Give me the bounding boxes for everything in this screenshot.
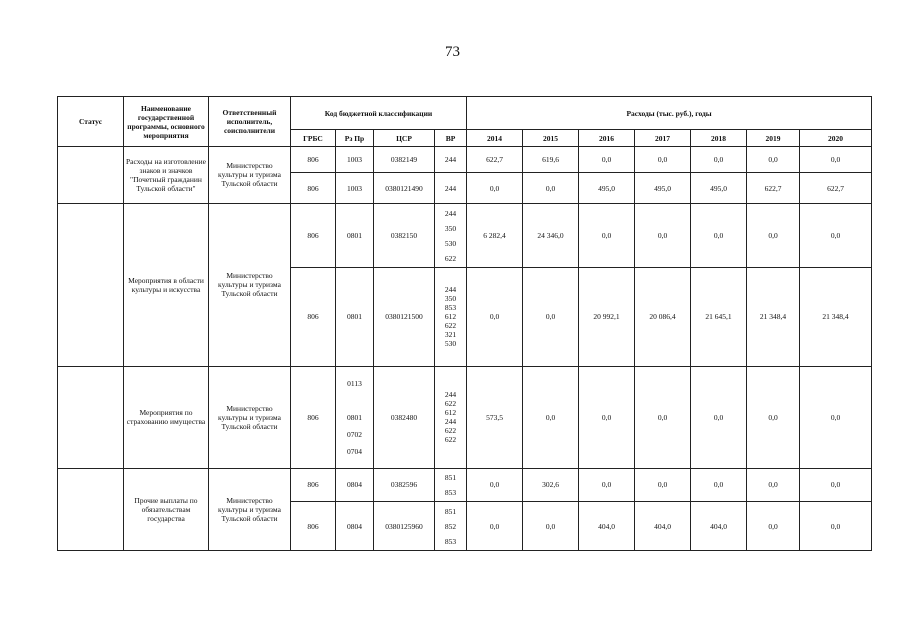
page-number: 73 bbox=[445, 44, 460, 60]
expense-value: 0,0 bbox=[467, 173, 523, 204]
rzpr-cell bbox=[336, 502, 374, 551]
header-csr: ЦСР bbox=[374, 130, 435, 147]
rzpr-cell-item: 1003 bbox=[347, 183, 362, 193]
program-name-cell: Мероприятия по страхованию имущества bbox=[124, 366, 209, 468]
header-status: Статус bbox=[58, 97, 124, 147]
rzpr-cell-item: 0801 bbox=[347, 312, 362, 322]
expense-value: 0,0 bbox=[467, 268, 523, 367]
rzpr-cell-item: 0801 bbox=[347, 231, 362, 241]
header-year: 2014 bbox=[467, 130, 523, 147]
csr-cell: 0382150 bbox=[374, 203, 435, 267]
header-year: 2016 bbox=[579, 130, 635, 147]
expense-value: 0,0 bbox=[523, 366, 579, 468]
vr-cell-item: 622 bbox=[444, 253, 457, 263]
expense-value: 0,0 bbox=[635, 147, 691, 173]
rzpr-cell-item: 1003 bbox=[347, 155, 362, 165]
vr-cell-item: 244 bbox=[444, 285, 457, 295]
csr-cell: 0380125960 bbox=[374, 502, 435, 551]
header-year: 2020 bbox=[800, 130, 872, 147]
program-name-cell: Расходы на изготовление знаков и значков "Почетный гражданин Тульской области" bbox=[124, 147, 209, 204]
vr-cell-item: 851 bbox=[444, 472, 457, 482]
vr-cell-item: 350 bbox=[444, 223, 457, 233]
expense-value: 24 346,0 bbox=[523, 203, 579, 267]
table-row bbox=[58, 468, 872, 502]
expense-value: 619,6 bbox=[523, 147, 579, 173]
vr-cell-item: 244 bbox=[444, 417, 457, 427]
budget-table bbox=[57, 96, 872, 551]
rzpr-cell-item: 0113 bbox=[347, 378, 362, 388]
expense-value: 0,0 bbox=[523, 173, 579, 204]
grbs-cell: 806 bbox=[291, 366, 336, 468]
header-year: 2018 bbox=[691, 130, 747, 147]
grbs-cell: 806 bbox=[291, 468, 336, 502]
expense-value: 0,0 bbox=[747, 468, 800, 502]
status-cell bbox=[58, 366, 124, 468]
expense-value: 0,0 bbox=[579, 147, 635, 173]
expense-value: 0,0 bbox=[800, 203, 872, 267]
grbs-cell: 806 bbox=[291, 203, 336, 267]
expense-value: 0,0 bbox=[467, 502, 523, 551]
expense-value: 573,5 bbox=[467, 366, 523, 468]
vr-cell-item: 350 bbox=[444, 294, 457, 304]
vr-cell-item: 851 bbox=[444, 506, 457, 516]
expense-value: 21 348,4 bbox=[800, 268, 872, 367]
expense-value: 0,0 bbox=[747, 502, 800, 551]
csr-cell: 0380121490 bbox=[374, 173, 435, 204]
header-vr: ВР bbox=[435, 130, 467, 147]
rzpr-cell bbox=[336, 147, 374, 173]
csr-cell: 0382149 bbox=[374, 147, 435, 173]
expense-value: 495,0 bbox=[579, 173, 635, 204]
expense-value: 0,0 bbox=[800, 147, 872, 173]
expense-value: 0,0 bbox=[691, 366, 747, 468]
expense-value: 0,0 bbox=[800, 502, 872, 551]
grbs-cell: 806 bbox=[291, 268, 336, 367]
expense-value: 21 348,4 bbox=[747, 268, 800, 367]
vr-cell bbox=[435, 366, 467, 468]
expense-value: 20 992,1 bbox=[579, 268, 635, 367]
expense-value: 0,0 bbox=[579, 366, 635, 468]
vr-cell-item: 321 bbox=[444, 330, 457, 340]
header-rzpr: Рз Пр bbox=[336, 130, 374, 147]
expense-value: 0,0 bbox=[635, 203, 691, 267]
expense-value: 21 645,1 bbox=[691, 268, 747, 367]
vr-cell bbox=[435, 468, 467, 502]
csr-cell: 0382596 bbox=[374, 468, 435, 502]
rzpr-cell-item: 0702 bbox=[347, 429, 362, 439]
expense-value: 0,0 bbox=[691, 203, 747, 267]
csr-cell: 0382480 bbox=[374, 366, 435, 468]
vr-cell-item: 612 bbox=[444, 408, 457, 418]
vr-cell bbox=[435, 502, 467, 551]
rzpr-cell bbox=[336, 173, 374, 204]
vr-cell bbox=[435, 173, 467, 204]
expense-value: 404,0 bbox=[579, 502, 635, 551]
vr-cell-item: 244 bbox=[444, 390, 457, 400]
expense-value: 0,0 bbox=[747, 366, 800, 468]
expense-value: 0,0 bbox=[747, 147, 800, 173]
expense-value: 622,7 bbox=[747, 173, 800, 204]
vr-cell bbox=[435, 268, 467, 367]
expense-value: 6 282,4 bbox=[467, 203, 523, 267]
table-row bbox=[58, 366, 872, 468]
header-executor: Ответственный исполнитель, соисполнители bbox=[209, 97, 291, 147]
expense-value: 0,0 bbox=[579, 468, 635, 502]
expense-value: 0,0 bbox=[523, 268, 579, 367]
rzpr-cell-item bbox=[338, 392, 371, 409]
executor-cell: Министерство культуры и туризма Тульской области bbox=[209, 147, 291, 204]
grbs-cell: 806 bbox=[291, 173, 336, 204]
header-program-name: Наименование государственной программы, основного мероприятия bbox=[124, 97, 209, 147]
vr-cell-item: 622 bbox=[444, 399, 457, 409]
expense-value: 0,0 bbox=[635, 366, 691, 468]
vr-cell-item: 244 bbox=[444, 155, 457, 165]
program-name-cell: Мероприятия в области культуры и искусства bbox=[124, 203, 209, 366]
expense-value: 0,0 bbox=[579, 203, 635, 267]
rzpr-cell-item: 0704 bbox=[347, 446, 362, 456]
header-year: 2019 bbox=[747, 130, 800, 147]
expense-value: 0,0 bbox=[467, 468, 523, 502]
expense-value: 0,0 bbox=[747, 203, 800, 267]
expense-value: 404,0 bbox=[691, 502, 747, 551]
expense-value: 0,0 bbox=[691, 468, 747, 502]
expense-value: 495,0 bbox=[635, 173, 691, 204]
table-body bbox=[58, 147, 872, 551]
rzpr-cell-item: 0804 bbox=[347, 480, 362, 490]
expense-value: 0,0 bbox=[691, 147, 747, 173]
vr-cell-item: 244 bbox=[444, 208, 457, 218]
vr-cell-item: 853 bbox=[444, 303, 457, 313]
rzpr-cell bbox=[336, 203, 374, 267]
executor-cell: Министерство культуры и туризма Тульской области bbox=[209, 203, 291, 366]
table-row bbox=[58, 147, 872, 173]
vr-cell-item: 530 bbox=[444, 339, 457, 349]
grbs-cell: 806 bbox=[291, 147, 336, 173]
expense-value: 0,0 bbox=[800, 366, 872, 468]
expense-value: 622,7 bbox=[467, 147, 523, 173]
header-year: 2015 bbox=[523, 130, 579, 147]
vr-cell-item: 622 bbox=[444, 321, 457, 331]
status-cell bbox=[58, 203, 124, 366]
vr-cell-item: 622 bbox=[444, 435, 457, 445]
header-expenses: Расходы (тыс. руб.), годы bbox=[467, 97, 872, 130]
vr-cell-item: 853 bbox=[444, 487, 457, 497]
header-year: 2017 bbox=[635, 130, 691, 147]
program-name-cell: Прочие выплаты по обязательствам государства bbox=[124, 468, 209, 550]
expense-value: 0,0 bbox=[523, 502, 579, 551]
vr-cell-item: 612 bbox=[444, 312, 457, 322]
vr-cell-item: 622 bbox=[444, 426, 457, 436]
rzpr-cell bbox=[336, 366, 374, 468]
header-budget-code: Код бюджетной классификации bbox=[291, 97, 467, 130]
table-row bbox=[58, 203, 872, 267]
expense-value: 622,7 bbox=[800, 173, 872, 204]
expense-value: 20 086,4 bbox=[635, 268, 691, 367]
expense-value: 0,0 bbox=[800, 468, 872, 502]
expense-value: 404,0 bbox=[635, 502, 691, 551]
rzpr-cell bbox=[336, 268, 374, 367]
vr-cell-item: 244 bbox=[444, 183, 457, 193]
header-grbs: ГРБС bbox=[291, 130, 336, 147]
grbs-cell: 806 bbox=[291, 502, 336, 551]
vr-cell-item: 852 bbox=[444, 521, 457, 531]
expense-value: 0,0 bbox=[635, 468, 691, 502]
status-cell bbox=[58, 147, 124, 204]
status-cell bbox=[58, 468, 124, 550]
vr-cell bbox=[435, 203, 467, 267]
csr-cell: 0380121500 bbox=[374, 268, 435, 367]
rzpr-cell bbox=[336, 468, 374, 502]
expense-value: 302,6 bbox=[523, 468, 579, 502]
vr-cell-item: 530 bbox=[444, 238, 457, 248]
vr-cell bbox=[435, 147, 467, 173]
rzpr-cell-item: 0801 bbox=[347, 412, 362, 422]
rzpr-cell-item: 0804 bbox=[347, 521, 362, 531]
vr-cell-item: 853 bbox=[444, 536, 457, 546]
executor-cell: Министерство культуры и туризма Тульской области bbox=[209, 468, 291, 550]
expense-value: 495,0 bbox=[691, 173, 747, 204]
executor-cell: Министерство культуры и туризма Тульской области bbox=[209, 366, 291, 468]
